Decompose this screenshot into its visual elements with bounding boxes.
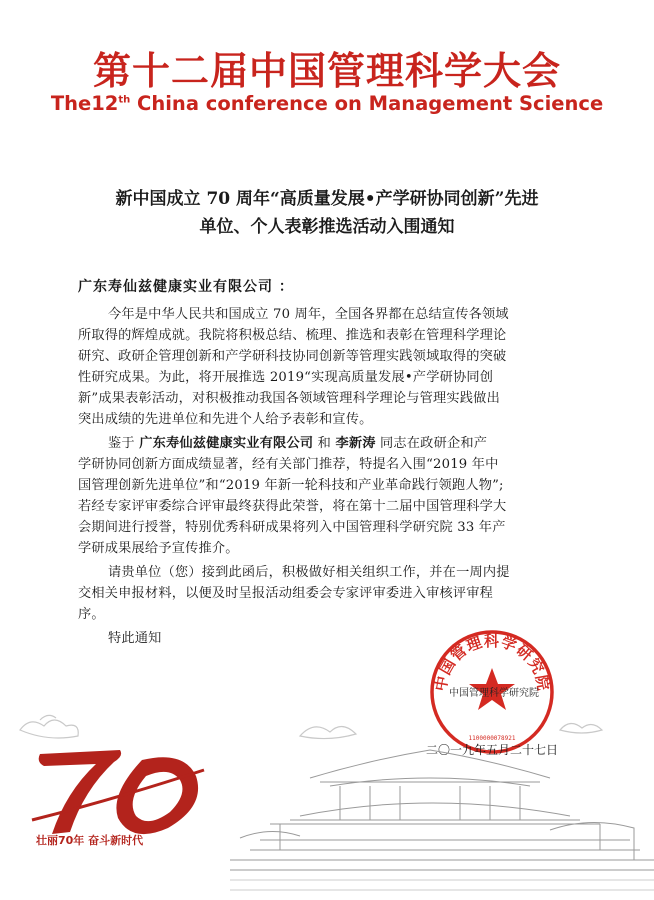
title-en-suffix: China conference on Management Science bbox=[130, 92, 604, 115]
p2-suffix: 同志在政研企和产 bbox=[380, 436, 488, 451]
anniversary-70-logo-icon bbox=[22, 740, 212, 840]
body-line: 研究、政研企管理创新和产学研科技协同创新等管理实践领域取得的突破 bbox=[78, 349, 507, 364]
body-line: 学研成果展给予宣传推介。 bbox=[78, 541, 239, 556]
issue-date: 二〇一九年五月二十七日 bbox=[426, 743, 559, 757]
body-line: 请贵单位（您）接到此函后，积极做好相关组织工作，并在一周内提 bbox=[108, 565, 510, 580]
palace-illustration-icon bbox=[230, 720, 654, 900]
body-line: 学研协同创新方面成绩显著，经有关部门推荐，特提名入围“2019 年中 bbox=[78, 457, 499, 472]
body-line: 会期间进行授誉，特别优秀科研成果将列入中国管理科学研究院 33 年产 bbox=[78, 520, 506, 535]
conference-title-en bbox=[0, 92, 654, 115]
closing-text: 特此通知 bbox=[108, 631, 162, 646]
anniversary-slogan: 壮丽70年 奋斗新时代 bbox=[36, 834, 144, 847]
body-line: 交相关申报材料，以便及时呈报活动组委会专家评审委进入审核评审程 bbox=[78, 586, 494, 601]
notice-heading-line-2: 单位、个人表彰推选活动入围通知 bbox=[199, 217, 455, 237]
notice-heading-line-1: 新中国成立 70 周年“高质量发展•产学研协同创新”先进 bbox=[115, 189, 539, 209]
body-line: 序。 bbox=[78, 607, 105, 622]
seal-ring-text: 中国管理科学研究院 bbox=[431, 632, 553, 693]
body-line: 今年是中华人民共和国成立 70 周年，全国各界都在总结宣传各领域 bbox=[108, 307, 509, 322]
nominee-company: 广东寿仙兹健康实业有限公司 bbox=[139, 436, 314, 451]
p2-and: 和 bbox=[317, 436, 332, 451]
nominee-person: 李新涛 bbox=[335, 436, 376, 451]
body-line: 国管理创新先进单位”和“2019 年新一轮科技和产业革命践行领跑人物”; bbox=[78, 478, 504, 493]
svg-text:1100000078921: 1100000078921 bbox=[468, 735, 516, 742]
p2-prefix: 鉴于 bbox=[108, 436, 135, 451]
body-line: 突出成绩的先进单位和先进个人给予表彰和宣传。 bbox=[78, 412, 373, 427]
title-en-ordinal: th bbox=[118, 94, 131, 106]
body-line: 所取得的辉煌成就。我院将积极总结、梳理、推选和表彰在管理科学理论 bbox=[78, 328, 507, 343]
body-line: 性研究成果。为此，将开展推选 2019“实现高质量发展•产学研协同创 bbox=[78, 370, 494, 385]
conference-title-zh: 第十二届中国管理科学大会 bbox=[92, 49, 561, 93]
seal-center-text: 中国管理科学研究院 bbox=[449, 688, 539, 699]
body-line: 若经专家评审委综合评审最终获得此荣誉，将在第十二届中国管理科学大 bbox=[78, 499, 507, 514]
body-line-nomination bbox=[108, 432, 608, 451]
body-line: 新”成果表彰活动，对积极推动我国各领域管理科学理论与管理实践做出 bbox=[78, 391, 500, 406]
addressee: 广东寿仙兹健康实业有限公司 ： bbox=[78, 279, 294, 295]
title-en-prefix: The12 bbox=[50, 92, 119, 115]
